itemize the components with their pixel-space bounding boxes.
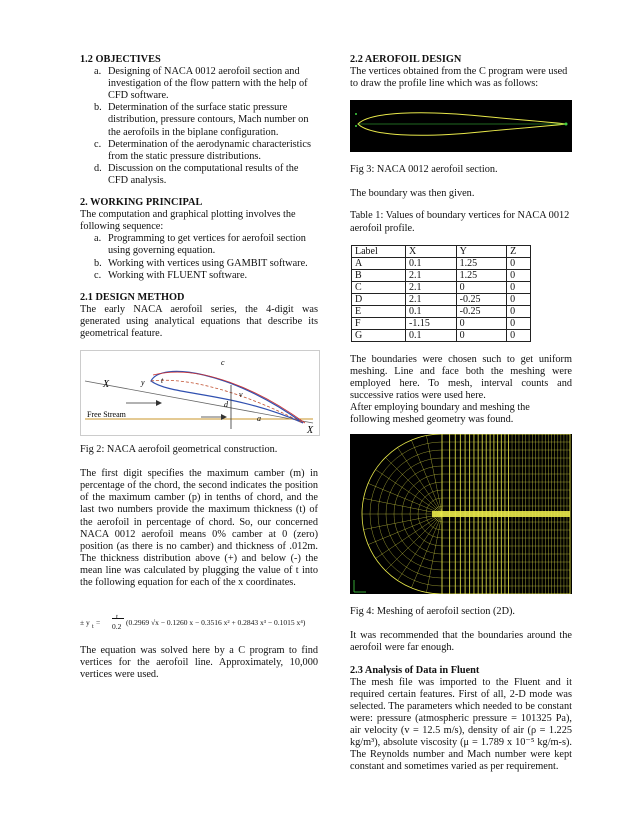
- paragraph: The first digit specifies the maximum camber (m) in percentage of the chord, the second indicates the position of the maximum camber (p) in tenths of chord, and the last two numbers provide the maximum thickness (t) of the aerofoil in percentage of chord. So, our concerned NACA 0012 aerofoil means 0% camber at 0 (zero) position (as there is no camber) and thickness of .012m. The thickness distribution above (+) and below (-) the mean line was calculated by plugging the value of t into the following equation for each of the x coordinates.: [80, 468, 318, 588]
- list-item: d. Discussion on the computational results of the CFD analysis.: [94, 162, 299, 186]
- meshing-text: The boundaries were chosen such to get uniform meshing. Line and face both the meshing were employed here. To mesh, interval counts and successive ratios were used here.: [350, 353, 572, 401]
- equation-numerator: t: [116, 612, 119, 622]
- label-free-stream: Free Stream: [87, 410, 126, 420]
- fig4-caption: Fig 4: Meshing of aerofoil section (2D).: [350, 606, 516, 618]
- design-text: The early NACA aerofoil series, the 4-digit was generated using analytical equations that describe its geometrical feature.: [80, 303, 318, 339]
- recommend-text: It was recommended that the boundaries around the aerofoil were far enough.: [350, 630, 572, 654]
- label-t: t: [161, 376, 164, 386]
- aerofoil-section-plot: [350, 100, 572, 152]
- arrow-head: [156, 400, 162, 406]
- mesh-plot: [350, 434, 572, 594]
- table-header-row: Label X Y Z: [352, 245, 531, 257]
- thickness-equation: [80, 611, 318, 633]
- working-heading: 2. WORKING PRINCIPAL: [80, 197, 203, 209]
- fig2-figure: [80, 350, 320, 436]
- equation-denominator: 0.2: [112, 622, 122, 632]
- mesh-line: [385, 458, 442, 515]
- label-x-right: X: [307, 425, 314, 436]
- paragraph: The equation was solved here by a C program to find vertices for the aerofoil line. Approximately, 10,000 vertices were used.: [80, 645, 318, 681]
- mesh-line: [368, 514, 442, 545]
- axis-marker: [355, 113, 357, 115]
- label-c: c: [221, 358, 225, 368]
- list-item: a. Programming to get vertices for aerofoil section using governing equation.: [94, 233, 306, 257]
- working-intro: The computation and graphical plotting involves the following sequence:: [80, 209, 296, 233]
- left-column: [80, 54, 318, 681]
- fig2-caption: Fig 2: NACA aerofoil geometrical construction.: [80, 444, 278, 456]
- equation-lhs: ± y: [80, 618, 90, 628]
- working-steps: [80, 233, 318, 281]
- label-a: a: [257, 414, 261, 424]
- mesh-line: [411, 440, 442, 514]
- table-row: A 0.1 1.25 0: [352, 257, 531, 269]
- aerofoil-heading: 2.2 AEROFOIL DESIGN: [350, 54, 462, 65]
- aerofoil-band: [432, 511, 570, 517]
- fig3-figure: [350, 100, 572, 152]
- boundary-text: The boundary was then given.: [350, 188, 475, 200]
- axis-marker: [355, 125, 357, 127]
- fig3-caption: Fig 3: NACA 0012 aerofoil section.: [350, 164, 498, 176]
- table-row: D 2.1 -0.25 0: [352, 293, 531, 305]
- equation-subscript: t: [92, 624, 94, 631]
- objectives-heading: 1.2 OBJECTIVES: [80, 54, 161, 65]
- fig4-figure: [350, 434, 572, 594]
- after-text: After employing boundary and meshing the following meshed geometry was found.: [350, 402, 530, 426]
- label-x-left: X: [103, 379, 110, 391]
- list-item: b. Determination of the surface static pressure distribution, pressure contours, Mach number on the aerofoils in the biplane configuration.: [94, 102, 309, 138]
- mesh-line: [368, 484, 442, 515]
- table-row: F -1.15 0 0: [352, 317, 531, 329]
- right-column: [350, 54, 572, 773]
- analysis-text: The mesh file was imported to the Fluent and it required certain features. First of all, 2-D mode was selected. The parameters which needed to be constant were: pressure (atmospheric pressure = 101325 Pa), air velocity (v = 12.5 m/s), density of air (ρ = 1.225 kg/m³), absolute viscosity (μ = 1.789 x 10⁻⁵ kg/m-s). The Reynolds number and Mach number were kept constant and sometimes varied as per requirement.: [350, 676, 572, 773]
- fraction-bar: [112, 618, 124, 619]
- list-item: a. Designing of NACA 0012 aerofoil section and investigation of the flow pattern with the help of CFD software.: [94, 66, 308, 102]
- table-row: B 2.1 1.25 0: [352, 269, 531, 281]
- table-row: C 2.1 0 0: [352, 281, 531, 293]
- table-caption: Table 1: Values of boundary vertices for NACA 0012 aerofoil profile.: [350, 210, 570, 234]
- label-d: d: [224, 400, 228, 410]
- fig2-diagram: [81, 351, 319, 435]
- list-item: c. Working with FLUENT software.: [94, 269, 248, 281]
- label-v: v: [239, 390, 243, 400]
- objectives-list: [80, 66, 318, 187]
- trailing-edge-point: [565, 123, 568, 126]
- mesh-line: [411, 514, 442, 588]
- table-row: E 0.1 -0.25 0: [352, 305, 531, 317]
- mesh-line: [385, 514, 442, 571]
- equation-body: (0.2969 √x − 0.1260 x − 0.3516 x² + 0.2843 x³ − 0.1015 x⁴): [126, 618, 306, 628]
- aerofoil-text: The vertices obtained from the C program were used to draw the profile line which was as follows:: [350, 66, 568, 90]
- boundary-vertices-table: [351, 245, 531, 342]
- analysis-heading: 2.3 Analysis of Data in Fluent: [350, 664, 480, 676]
- table-row: G 0.1 0 0: [352, 329, 531, 341]
- equation-equals: =: [96, 618, 101, 628]
- design-heading: 2.1 DESIGN METHOD: [80, 291, 185, 303]
- list-item: c. Determination of the aerodynamic characteristics from the static pressure distributions.: [94, 138, 311, 162]
- label-y: y: [141, 378, 145, 388]
- list-item: b. Working with vertices using GAMBIT software.: [94, 257, 308, 269]
